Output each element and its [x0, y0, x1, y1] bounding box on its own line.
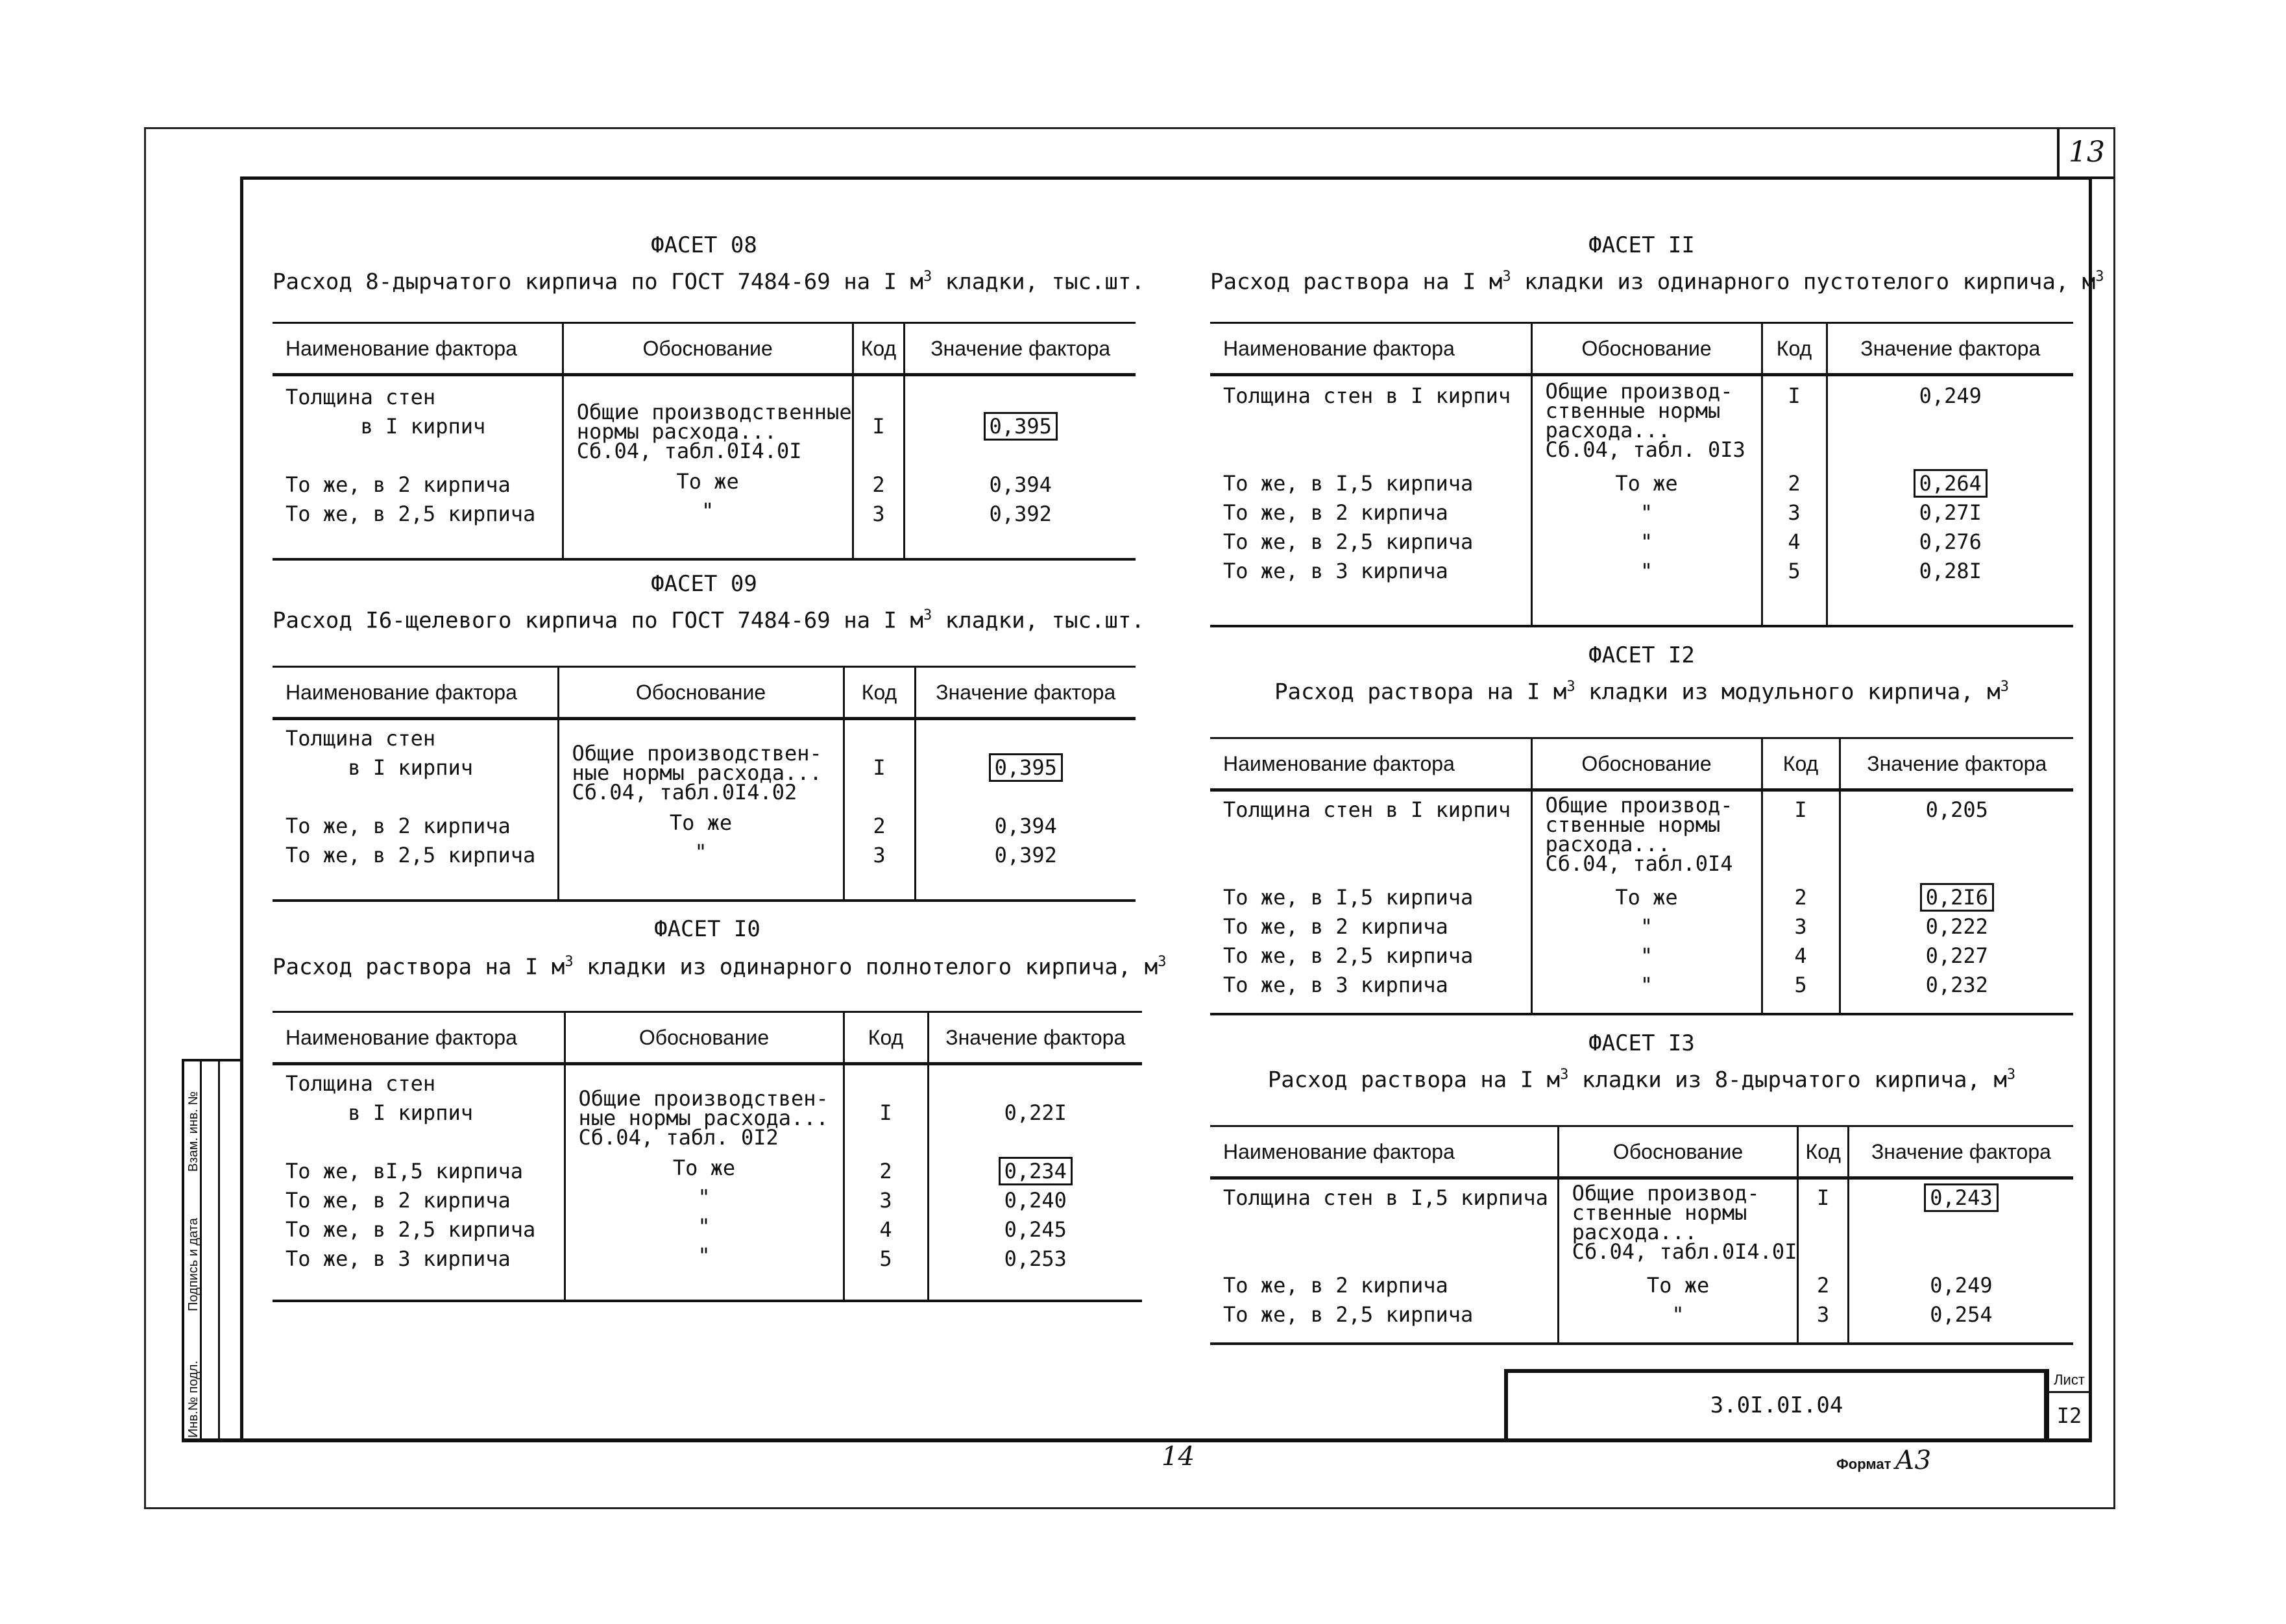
cell-line: То же: [1615, 885, 1678, 910]
cell-line: 2: [879, 1159, 892, 1183]
cell-line: I: [879, 1100, 892, 1125]
cell-line: ": [1640, 500, 1653, 525]
cell-line: [1841, 883, 2074, 912]
cell-line: [854, 441, 904, 470]
highlighted-value: 0,395: [989, 753, 1063, 782]
cell-line: 0,222: [1925, 914, 1988, 939]
cell-line: [286, 441, 562, 470]
header-value: Значение фактора: [905, 323, 1136, 375]
cell-line: Толщина стен в I кирпич: [1223, 797, 1511, 822]
factor-table: [1210, 1125, 2073, 1345]
cell-line: Толщина стен в I кирпич: [1223, 383, 1511, 408]
cell-line: ": [698, 1214, 711, 1239]
side-strip: [182, 1059, 243, 1442]
sheet-label: Лист: [2047, 1369, 2092, 1393]
basis-cell: Общие производ- ственные нормы расхода... Сб.04, табл. 0I3 То же " " ": [1531, 375, 1762, 627]
facet-10: [273, 916, 1167, 1305]
sheet-number-box: [2044, 1369, 2092, 1442]
cell-line: [1223, 440, 1531, 469]
cell-line: То же, в 2,5 кирпича: [286, 1217, 536, 1242]
cell-line: То же, в 2,5 кирпича: [1223, 529, 1474, 554]
basis-cell: Общие производ- ственные нормы расхода... Сб.04, табл.0I4.0I То же ": [1558, 1178, 1798, 1344]
cell-line: [1841, 825, 2074, 854]
facet-08: [273, 227, 1145, 558]
cell-line: 0,227: [1925, 943, 1988, 968]
cell-line: 0,249: [1930, 1273, 1993, 1298]
header-name: Наименование фактора: [1210, 738, 1531, 790]
header-name: Наименование фактора: [273, 667, 558, 719]
cell-line: 0,232: [1925, 973, 1988, 997]
cell-line: То же, в 2,5 кирпича: [286, 502, 536, 526]
cell-line: 0,254: [1930, 1302, 1993, 1327]
cell-line: ": [1640, 973, 1653, 997]
cell-line: [1849, 1213, 2073, 1242]
facet-title: ФАСЕТ 09: [651, 571, 757, 597]
cell-line: 3: [872, 502, 885, 526]
code-cell: [1762, 375, 1827, 627]
factor-name-cell: [1210, 790, 1531, 1015]
code-cell: [1762, 790, 1840, 1015]
highlighted-value: 0,264: [1914, 469, 1988, 498]
cell-line: [286, 782, 557, 812]
cell-line: ": [701, 498, 714, 523]
cell-line: 4: [1788, 529, 1801, 554]
basis-cell: Общие производственные нормы расхода... Сб.04, табл.0I4.0I То же ": [563, 375, 853, 560]
cell-line: ": [1640, 529, 1653, 554]
cell-line: [929, 1157, 1143, 1186]
value-cell: [1848, 1178, 2073, 1344]
highlighted-value: 0,243: [1924, 1183, 1998, 1212]
cell-line: ": [1672, 1302, 1684, 1327]
factor-table: [273, 322, 1136, 561]
cell-line: Толщина стен: [286, 1071, 436, 1096]
header-basis: Обоснование: [558, 667, 844, 719]
cell-line: [916, 724, 1136, 753]
cell-line: 5: [879, 1246, 892, 1271]
page-corner-number: 13: [2057, 128, 2114, 179]
header-name: Наименование фактора: [1210, 323, 1531, 375]
cell-line: 3: [873, 843, 886, 867]
cell-line: [1841, 854, 2074, 883]
value-cell: [1827, 375, 2073, 627]
cell-line: То же, в 2 кирпича: [286, 814, 511, 838]
header-basis: Обоснование: [1531, 738, 1762, 790]
format-label: Формат А3: [1836, 1446, 1932, 1475]
handwritten-page-number: 14: [1161, 1442, 1195, 1472]
header-basis: Обоснование: [563, 323, 853, 375]
cell-line: [1799, 1242, 1847, 1271]
facet-caption: Расход раствора на I $м^3$ кладки из одинарного пустотелого кирпича, $м^3$: [1210, 269, 2104, 295]
header-value: Значение фактора: [1840, 738, 2073, 790]
cell-line: 3: [1817, 1302, 1830, 1327]
facet-caption: Расход раствора на I $м^3$ кладки из модульного кирпича, $м^3$: [1274, 679, 2009, 705]
code-cell: [844, 719, 915, 901]
cell-line: ": [698, 1243, 711, 1268]
cell-line: [916, 753, 1136, 782]
factor-name-cell: [1210, 1178, 1558, 1344]
cell-line: [905, 441, 1136, 470]
cell-line: [1223, 1242, 1557, 1271]
cell-line: [1763, 825, 1839, 854]
highlighted-value: 0,234: [999, 1157, 1073, 1185]
cell-line: [1223, 825, 1531, 854]
cell-line: ": [698, 1185, 711, 1209]
cell-line: То же: [676, 469, 739, 494]
cell-line: I: [1817, 1185, 1830, 1210]
facet-title: ФАСЕТ II: [1588, 232, 1695, 258]
cell-line: 0,245: [1004, 1217, 1067, 1242]
cell-line: [1763, 440, 1826, 469]
cell-line: [905, 383, 1136, 412]
cell-line: в I кирпич: [286, 755, 473, 780]
sheet-number: I2: [2056, 1403, 2082, 1428]
cell-line: 3: [1794, 914, 1807, 939]
cell-line: [845, 782, 914, 812]
facet-13: [1210, 1030, 2073, 1342]
cell-line: То же: [1646, 1273, 1710, 1298]
cell-line: 0,253: [1004, 1246, 1067, 1271]
cell-line: Толщина стен в I,5 кирпича: [1223, 1185, 1548, 1210]
cell-line: Толщина стен: [286, 726, 436, 751]
cell-line: 5: [1788, 559, 1801, 583]
header-code: Код: [1762, 323, 1827, 375]
facet-title: ФАСЕТ 08: [651, 232, 757, 258]
cell-line: [854, 383, 904, 412]
code-cell: [1798, 1178, 1848, 1344]
side-signature-date: Подпись и дата: [186, 1218, 201, 1311]
cell-line: 0,249: [1919, 383, 1982, 408]
header-value: Значение фактора: [928, 1012, 1142, 1064]
cell-line: То же, в I,5 кирпича: [1223, 885, 1474, 910]
value-cell: [905, 375, 1136, 560]
cell-line: То же, в 2,5 кирпича: [1223, 943, 1474, 968]
cell-line: I: [873, 755, 886, 780]
cell-line: I: [1788, 383, 1801, 408]
format-value: А3: [1895, 1446, 1932, 1475]
cell-line: 4: [879, 1217, 892, 1242]
cell-line: I: [1794, 797, 1807, 822]
header-basis: Обоснование: [565, 1012, 844, 1064]
cell-line: 2: [873, 814, 886, 838]
value-cell: [928, 1064, 1142, 1302]
basis-cell: Общие производствен- ные нормы расхода... Сб.04, табл. 0I2 То же " " ": [565, 1064, 844, 1302]
cell-line: Толщина стен: [286, 385, 436, 409]
cell-line: 5: [1794, 973, 1807, 997]
cell-line: 2: [872, 472, 885, 497]
cell-line: 3: [1788, 500, 1801, 525]
factor-name-cell: [1210, 375, 1531, 627]
side-inv-podl: Инв.№ подл.: [186, 1360, 201, 1438]
cell-line: [1223, 854, 1531, 883]
cell-line: [1849, 1242, 2073, 1271]
cell-line: в I кирпич: [286, 414, 486, 439]
cell-line: [845, 1069, 927, 1098]
basis-cell: Общие производствен- ные нормы расхода... Сб.04, табл.0I4.02 То же ": [558, 719, 844, 901]
cell-line: 2: [1788, 471, 1801, 496]
cell-line: То же, в 2 кирпича: [1223, 1273, 1448, 1298]
cell-line: 2: [1794, 885, 1807, 910]
factor-table: [1210, 322, 2073, 627]
cell-line: [845, 1128, 927, 1157]
cell-line: [1828, 469, 2074, 498]
cell-line: ": [1640, 914, 1653, 939]
facet-09: [273, 571, 1145, 902]
header-code: Код: [853, 323, 905, 375]
cell-line: в I кирпич: [286, 1100, 473, 1125]
factor-table: [273, 1011, 1142, 1302]
cell-line: То же, в 2 кирпича: [286, 1188, 511, 1213]
cell-line: 2: [1817, 1273, 1830, 1298]
facet-title: ФАСЕТ I2: [1588, 642, 1695, 668]
cell-line: ": [1640, 559, 1653, 583]
highlighted-value: 0,395: [984, 412, 1058, 441]
factor-name-cell: [273, 1064, 565, 1302]
cell-line: 0,240: [1004, 1188, 1067, 1213]
header-value: Значение фактора: [1848, 1126, 2073, 1178]
value-cell: [915, 719, 1136, 901]
facet-title: ФАСЕТ I0: [654, 916, 760, 942]
facet-caption: Расход раствора на I $м^3$ кладки из одинарного полнотелого кирпича, $м^3$: [273, 954, 1167, 980]
title-block-code: 3.0I.0I.04: [1504, 1369, 2049, 1442]
basis-cell: Общие производ- ственные нормы расхода... Сб.04, табл.0I4 То же " " ": [1531, 790, 1762, 1015]
value-cell: [1840, 790, 2073, 1015]
cell-line: 3: [879, 1188, 892, 1213]
cell-line: 0,276: [1919, 529, 1982, 554]
header-basis: Обоснование: [1531, 323, 1762, 375]
facet-title: ФАСЕТ I3: [1588, 1030, 1695, 1056]
cell-line: ": [1640, 943, 1653, 968]
cell-line: [916, 782, 1136, 812]
cell-line: 4: [1794, 943, 1807, 968]
header-code: Код: [844, 667, 915, 719]
cell-line: 0,28I: [1919, 559, 1982, 583]
cell-line: То же, в 2 кирпича: [1223, 914, 1448, 939]
cell-line: То же, в 2,5 кирпича: [286, 843, 536, 867]
code-cell: [844, 1064, 928, 1302]
cell-line: [1828, 440, 2074, 469]
cell-line: 0,392: [994, 843, 1057, 867]
cell-line: То же: [672, 1156, 736, 1180]
cell-line: 0,392: [989, 502, 1052, 526]
header-name: Наименование фактора: [273, 1012, 565, 1064]
facet-11: [1210, 227, 2104, 629]
header-code: Код: [1798, 1126, 1848, 1178]
side-vzam-inv: Взам. инв. №: [186, 1091, 201, 1172]
factor-table: [1210, 737, 2073, 1015]
cell-line: ": [694, 840, 707, 864]
cell-line: [905, 412, 1136, 441]
code-cell: [853, 375, 905, 560]
cell-line: То же, в 3 кирпича: [286, 1246, 511, 1271]
header-basis: Обоснование: [1558, 1126, 1798, 1178]
facet-caption: Расход раствора на I $м^3$ кладки из 8-дырчатого кирпича, $м^3$: [1267, 1067, 2016, 1093]
header-name: Наименование фактора: [1210, 1126, 1558, 1178]
cell-line: То же: [669, 810, 733, 835]
facet-caption: Расход I6-щелевого кирпича по ГОСТ 7484-69 на I $м^3$ кладки, тыс.шт.: [273, 607, 1145, 634]
cell-line: [845, 724, 914, 753]
cell-line: То же, в 2 кирпича: [1223, 500, 1448, 525]
cell-line: То же, в 3 кирпича: [1223, 973, 1448, 997]
cell-line: [1799, 1213, 1847, 1242]
cell-line: То же: [1615, 471, 1678, 496]
facet-12: [1210, 642, 2073, 1019]
cell-line: [1763, 854, 1839, 883]
cell-line: [1223, 411, 1531, 440]
cell-line: [1763, 411, 1826, 440]
header-name: Наименование фактора: [273, 323, 563, 375]
cell-line: [929, 1128, 1143, 1157]
cell-line: [1223, 1213, 1557, 1242]
header-code: Код: [844, 1012, 928, 1064]
cell-line: [286, 1128, 564, 1157]
cell-line: [929, 1069, 1143, 1098]
cell-line: То же, в 2 кирпича: [286, 472, 511, 497]
cell-line: 0,394: [989, 472, 1052, 497]
header-value: Значение фактора: [1827, 323, 2073, 375]
cell-line: [1849, 1183, 2073, 1213]
cell-line: 0,27I: [1919, 500, 1982, 525]
cell-line: То же, в I,5 кирпича: [1223, 471, 1474, 496]
facet-caption: Расход 8-дырчатого кирпича по ГОСТ 7484-69 на I $м^3$ кладки, тыс.шт.: [273, 269, 1145, 295]
cell-line: I: [872, 414, 885, 439]
cell-line: То же, в 3 кирпича: [1223, 559, 1448, 583]
header-code: Код: [1762, 738, 1840, 790]
factor-name-cell: [273, 375, 563, 560]
factor-name-cell: [273, 719, 558, 901]
cell-line: То же, в 2,5 кирпича: [1223, 1302, 1474, 1327]
header-value: Значение фактора: [915, 667, 1136, 719]
cell-line: [1828, 411, 2074, 440]
cell-line: То же, вI,5 кирпича: [286, 1159, 524, 1183]
cell-line: 0,394: [994, 814, 1057, 838]
factor-table: [273, 666, 1136, 902]
cell-line: 0,22I: [1004, 1100, 1067, 1125]
highlighted-value: 0,2I6: [1920, 883, 1994, 912]
cell-line: 0,205: [1925, 797, 1988, 822]
